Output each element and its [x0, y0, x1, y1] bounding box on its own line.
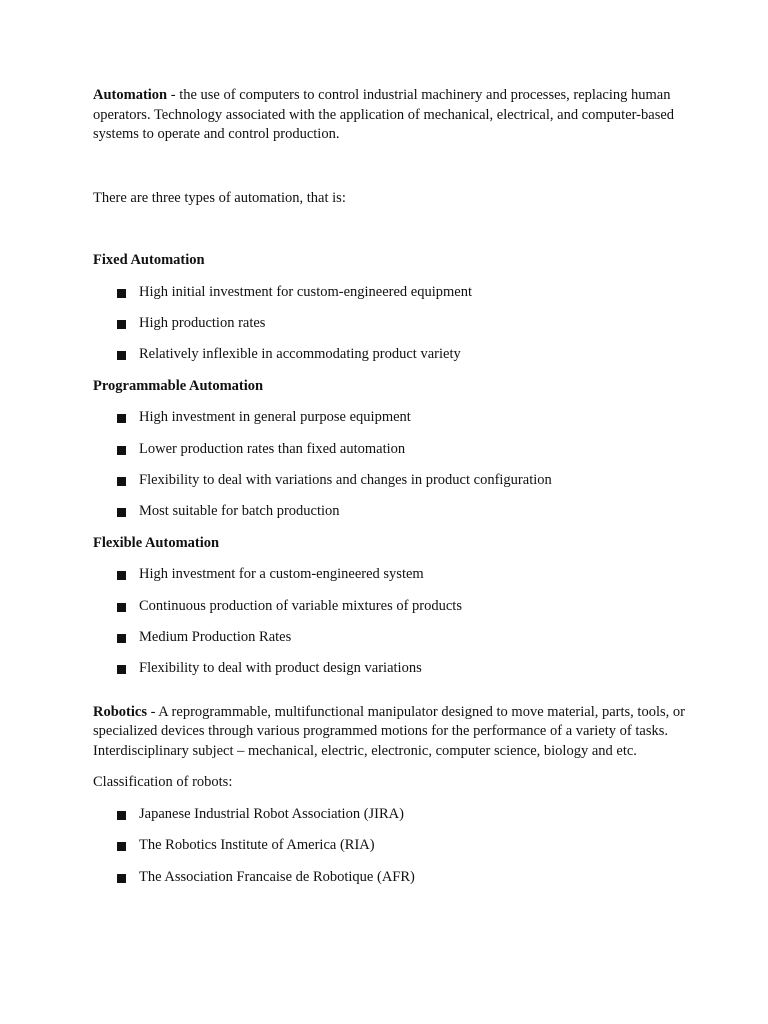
document-page	[93, 86, 693, 899]
list-item	[93, 502, 693, 533]
square-bullet-icon	[117, 811, 126, 820]
list-item-text: High investment in general purpose equipment	[139, 409, 411, 426]
automation-definition	[93, 86, 693, 145]
flexible-automation-list	[93, 565, 693, 691]
list-item-text: Continuous production of variable mixtures of products	[139, 597, 462, 614]
flexible-automation-heading: Flexible Automation	[93, 534, 220, 551]
programmable-automation-heading: Programmable Automation	[93, 377, 264, 394]
square-bullet-icon	[117, 571, 126, 580]
fixed-automation-list	[93, 283, 693, 377]
robotics-definition-text: - A reprogrammable, multifunctional manipulator designed to move material, parts, tools, or specialized devices through various programmed motions for the performance of a variety of tasks. Interdisciplinary subject – mechanical, electric, electronic, computer science, biology and etc.	[93, 703, 685, 759]
list-item	[93, 565, 693, 596]
list-item	[93, 283, 693, 314]
classification-intro: Classification of robots:	[93, 774, 233, 791]
list-item-text: High initial investment for custom-engineered equipment	[139, 283, 473, 300]
square-bullet-icon	[117, 634, 126, 643]
list-item-text: The Robotics Institute of America (RIA)	[139, 837, 375, 854]
square-bullet-icon	[117, 477, 126, 486]
robotics-definition	[93, 703, 693, 762]
square-bullet-icon	[117, 446, 126, 455]
programmable-automation-list	[93, 408, 693, 534]
automation-definition-text: - the use of computers to control industrial machinery and processes, replacing human operators. Technology associated with the application of mechanical, electrical, and computer-based systems to operate and control production.	[93, 87, 675, 142]
list-item	[93, 628, 693, 659]
square-bullet-icon	[117, 351, 126, 360]
list-item	[93, 408, 693, 439]
list-item-text: Lower production rates than fixed automation	[139, 440, 406, 457]
list-item	[93, 659, 693, 690]
list-item-text: Flexibility to deal with product design variations	[139, 660, 422, 677]
square-bullet-icon	[117, 665, 126, 674]
list-item	[93, 471, 693, 502]
square-bullet-icon	[117, 414, 126, 423]
square-bullet-icon	[117, 289, 126, 298]
list-item	[93, 440, 693, 471]
list-item	[93, 597, 693, 628]
list-item	[93, 345, 693, 376]
fixed-automation-heading: Fixed Automation	[93, 252, 205, 268]
list-item-text: High investment for a custom-engineered system	[139, 566, 424, 583]
list-item-text: Most suitable for batch production	[139, 503, 340, 520]
automation-term: Automation	[93, 87, 168, 103]
robotics-term: Robotics	[93, 703, 147, 720]
list-item	[93, 868, 693, 899]
list-item-text: Medium Production Rates	[139, 629, 292, 646]
square-bullet-icon	[117, 842, 126, 851]
list-item-text: The Association Francaise de Robotique (AFR)	[139, 868, 415, 885]
square-bullet-icon	[117, 874, 126, 883]
list-item	[93, 805, 693, 836]
list-item-text: Japanese Industrial Robot Association (JIRA)	[139, 805, 404, 822]
list-item-text: Flexibility to deal with variations and changes in product configuration	[139, 471, 552, 488]
types-intro: There are three types of automation, that is:	[93, 189, 346, 206]
list-item	[93, 836, 693, 867]
list-item-text: High production rates	[139, 314, 266, 331]
list-item	[93, 314, 693, 345]
square-bullet-icon	[117, 508, 126, 517]
square-bullet-icon	[117, 320, 126, 329]
square-bullet-icon	[117, 603, 126, 612]
list-item-text: Relatively inflexible in accommodating product variety	[139, 346, 461, 363]
classification-list	[93, 805, 693, 899]
